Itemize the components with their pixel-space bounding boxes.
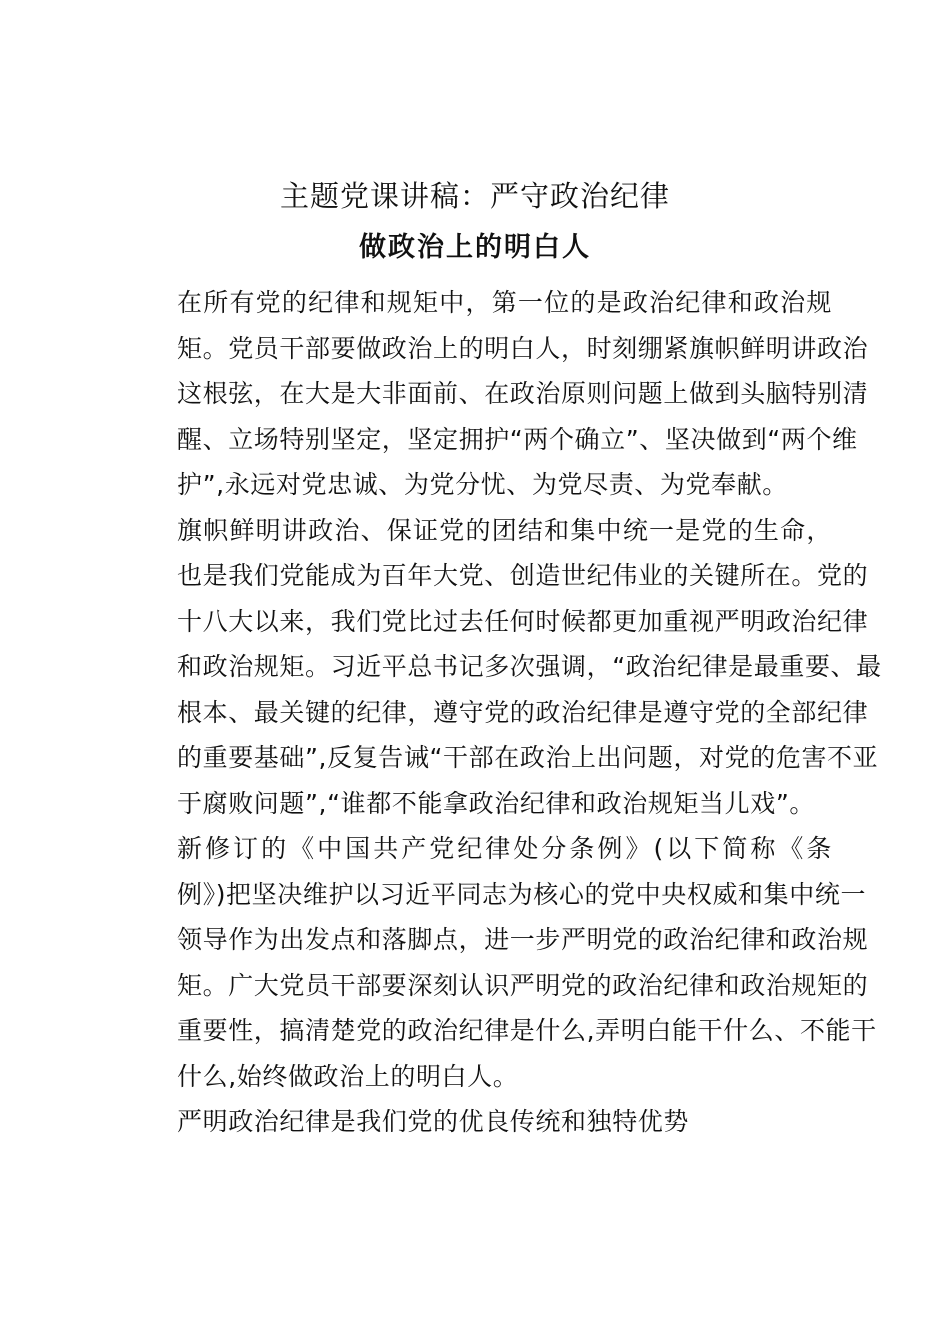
paragraph [127,280,869,508]
text-line: 旗帜鲜明讲政治、保证党的团结和集中统一是党的生命， [177,515,832,545]
document-title: 主题党课讲稿：严守政治纪律 [279,179,670,213]
text-line: 根本、最关键的纪律，遵守党的政治纪律是遵守党的全部纪律 [177,697,869,727]
text-line: 和政治规矩。习近平总书记多次强调，“政治纪律是最重要、最 [177,652,882,681]
text-line: 这根弦，在大是大非面前、在政治原则问题上做到头脑特别清 [177,379,869,408]
text-line: 于腐败问题”,“谁都不能拿政治纪律和政治规矩当儿戏”。 [177,788,816,818]
section-heading [127,1099,832,1145]
paragraph [127,826,877,1099]
paragraph [127,508,882,827]
text-line: 护”,永远对党忠诚、为党分忧、为党尽责、为党奉献。 [177,470,788,499]
text-line: 矩。党员干部要做政治上的明白人，时刻绷紧旗帜鲜明讲政治 [177,333,869,363]
text-line: 十八大以来，我们党比过去任何时候都更加重视严明政治纪律 [177,606,869,636]
text-line: 在所有党的纪律和规矩中，第一位的是政治纪律和政治规 [177,288,832,317]
text-line: 醒、立场特别坚定，坚定拥护“两个确立”、坚决做到“两个维 [177,424,858,454]
text-line: 也是我们党能成为百年大党、创造世纪伟业的关键所在。党的 [177,561,869,590]
text-line: 新修订的《中国共产党纪律处分条例》(以下简称《条 [177,834,832,863]
document-body [127,280,882,1145]
text-line: 领导作为出发点和落脚点，进一步严明党的政治纪律和政治规 [177,925,869,954]
text-line: 的重要基础”,反复告诫“干部在政治上出问题，对党的危害不亚 [177,743,879,772]
text-line: 严明政治纪律是我们党的优良传统和独特优势 [177,1107,690,1136]
text-line: 重要性，搞清楚党的政治纪律是什么,弄明白能干什么、不能干 [177,1016,877,1045]
text-line: 什么,始终做政治上的明白人。 [177,1061,519,1091]
text-line: 矩。广大党员干部要深刻认识严明党的政治纪律和政治规矩的 [177,970,869,1000]
text-line: 例》)把坚决维护以习近平同志为核心的党中央权威和集中统一 [177,879,867,909]
document-subtitle: 做政治上的明白人 [359,232,591,263]
